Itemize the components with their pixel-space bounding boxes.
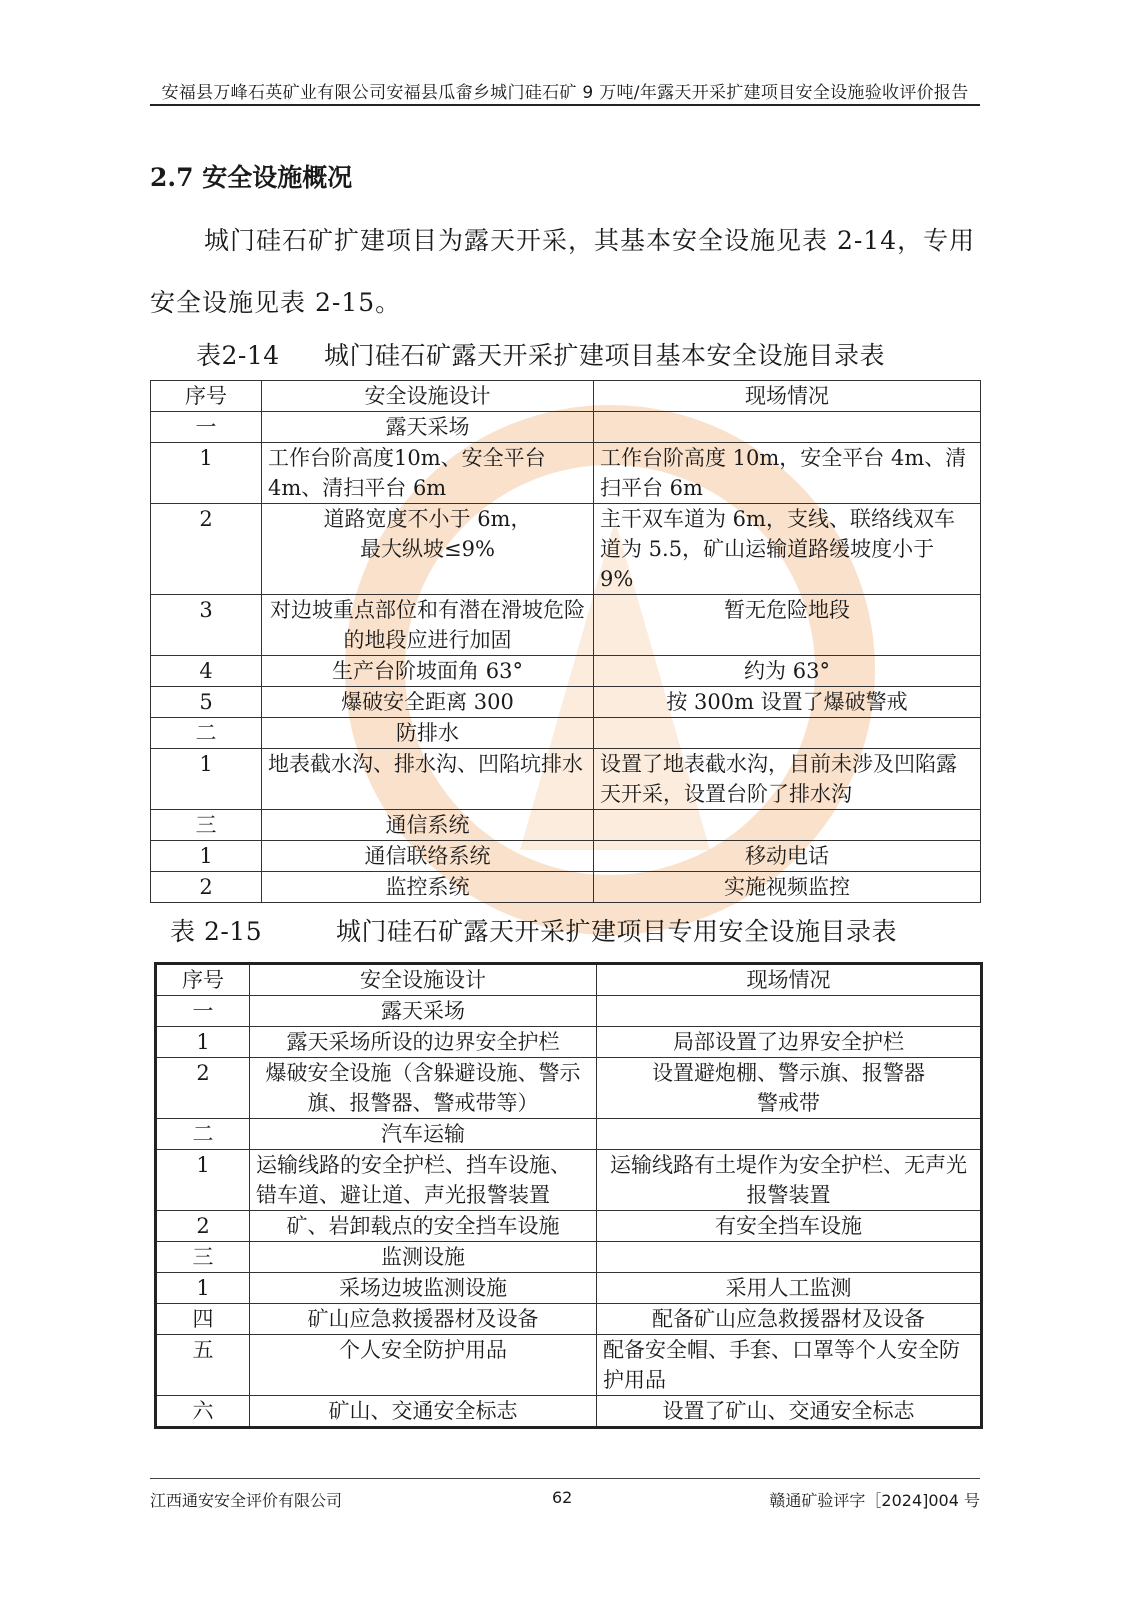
table-row [151,412,981,443]
table-row [156,996,982,1027]
row-number-cell: 三 [151,810,262,841]
column-header: 现场情况 [597,964,982,996]
design-cell: 通信系统 [262,810,594,841]
table-row [151,595,981,656]
site-condition-cell: 工作台阶高度 10m，安全平台 4m、清扫平台 6m [594,443,981,504]
table-row [156,1211,982,1242]
footer-document-number: 赣通矿验评字［2024]004 号 [769,1491,980,1510]
row-number-cell: 四 [156,1304,250,1335]
row-number-cell: 二 [151,718,262,749]
intro-paragraph: 城门硅石矿扩建项目为露天开采，其基本安全设施见表 2-14，专用安全设施见表 2-15。 [150,226,976,317]
table-row [156,1304,982,1335]
footer-company: 江西通安安全评价有限公司 [150,1491,343,1510]
column-header: 安全设施设计 [262,381,594,412]
site-condition-cell: 配备矿山应急救援器材及设备 [597,1304,982,1335]
row-number-cell: 六 [156,1396,250,1428]
design-cell: 矿山、交通安全标志 [250,1396,597,1428]
site-condition-cell: 运输线路有土堤作为安全护栏、无声光报警装置 [597,1150,982,1211]
site-condition-cell: 有安全挡车设施 [597,1211,982,1242]
table-2-14-title: 城门硅石矿露天开采扩建项目基本安全设施目录表 [324,341,886,370]
design-cell: 道路宽度不小于 6m， 最大纵坡≤9% [262,504,594,595]
design-cell: 汽车运输 [250,1119,597,1150]
row-number-cell: 1 [156,1273,250,1304]
design-cell: 矿山应急救援器材及设备 [250,1304,597,1335]
row-number-cell: 二 [156,1119,250,1150]
table-row [151,656,981,687]
site-condition-cell: 按 300m 设置了爆破警戒 [594,687,981,718]
row-number-cell: 一 [156,996,250,1027]
site-condition-cell: 设置避炮棚、警示旗、报警器 警戒带 [597,1058,982,1119]
site-condition-cell: 采用人工监测 [597,1273,982,1304]
table-row [156,1242,982,1273]
row-number-cell: 3 [151,595,262,656]
footer-divider [150,1478,980,1479]
table-row [151,749,981,810]
table-2-14-number: 表2-14 [196,341,280,370]
site-condition-cell [594,810,981,841]
row-number-cell: 1 [156,1027,250,1058]
table-row [151,687,981,718]
row-number-cell: 三 [156,1242,250,1273]
basic-safety-facilities-table [150,380,981,903]
page-number: 62 [552,1488,573,1507]
design-cell: 监测设施 [250,1242,597,1273]
row-number-cell: 2 [156,1211,250,1242]
row-number-cell: 1 [151,841,262,872]
table-header-row [151,381,981,412]
column-header: 安全设施设计 [250,964,597,996]
table-2-15-title: 城门硅石矿露天开采扩建项目专用安全设施目录表 [336,917,898,946]
design-cell: 生产台阶坡面角 63° [262,656,594,687]
design-cell: 工作台阶高度10m、安全平台4m、清扫平台 6m [262,443,594,504]
site-condition-cell: 移动电话 [594,841,981,872]
site-condition-cell: 约为 63° [594,656,981,687]
design-cell: 露天采场 [250,996,597,1027]
design-cell: 爆破安全设施（含躲避设施、警示旗、报警器、警戒带等） [250,1058,597,1119]
design-cell: 采场边坡监测设施 [250,1273,597,1304]
section-title: 2.7 安全设施概况 [150,163,353,192]
table-row [156,1058,982,1119]
design-cell: 通信联络系统 [262,841,594,872]
site-condition-cell: 暂无危险地段 [594,595,981,656]
table-row [151,841,981,872]
site-condition-cell: 主干双车道为 6m，支线、联络线双车道为 5.5，矿山运输道路缓坡度小于 9% [594,504,981,595]
table-2-14-caption [196,336,885,372]
site-condition-cell [597,1242,982,1273]
table-row [156,1273,982,1304]
row-number-cell: 2 [156,1058,250,1119]
table-header-row [156,964,982,996]
table-row [156,1119,982,1150]
site-condition-cell [594,412,981,443]
design-cell: 露天采场所设的边界安全护栏 [250,1027,597,1058]
site-condition-cell: 实施视频监控 [594,872,981,903]
row-number-cell: 1 [151,443,262,504]
row-number-cell: 2 [151,504,262,595]
site-condition-cell: 配备安全帽、手套、口罩等个人安全防护用品 [597,1335,982,1396]
row-number-cell: 一 [151,412,262,443]
design-cell: 爆破安全距离 300 [262,687,594,718]
running-header: 安福县万峰石英矿业有限公司安福县瓜畲乡城门硅石矿 9 万吨/年露天开采扩建项目安全设施验收评价报告 [161,83,969,103]
site-condition-cell [597,996,982,1027]
site-condition-cell [597,1119,982,1150]
row-number-cell: 五 [156,1335,250,1396]
table-row [156,1396,982,1428]
column-header: 现场情况 [594,381,981,412]
table-row [151,718,981,749]
design-cell: 个人安全防护用品 [250,1335,597,1396]
design-cell: 地表截水沟、排水沟、凹陷坑排水 [262,749,594,810]
row-number-cell: 1 [156,1150,250,1211]
special-safety-facilities-table [154,962,983,1429]
table-row [156,1027,982,1058]
row-number-cell: 5 [151,687,262,718]
column-header: 序号 [156,964,250,996]
design-cell: 矿、岩卸载点的安全挡车设施 [250,1211,597,1242]
design-cell: 监控系统 [262,872,594,903]
table-row [151,872,981,903]
design-cell: 对边坡重点部位和有潜在滑坡危险的地段应进行加固 [262,595,594,656]
site-condition-cell: 设置了地表截水沟，目前未涉及凹陷露天开采，设置台阶了排水沟 [594,749,981,810]
row-number-cell: 2 [151,872,262,903]
table-row [151,504,981,595]
design-cell: 防排水 [262,718,594,749]
table-row [151,443,981,504]
table-2-15-number: 表 2-15 [170,917,263,946]
table-row [156,1150,982,1211]
site-condition-cell [594,718,981,749]
table-row [156,1335,982,1396]
site-condition-cell: 设置了矿山、交通安全标志 [597,1396,982,1428]
design-cell: 运输线路的安全护栏、挡车设施、错车道、避让道、声光报警装置 [250,1150,597,1211]
site-condition-cell: 局部设置了边界安全护栏 [597,1027,982,1058]
row-number-cell: 4 [151,656,262,687]
header-divider [150,104,980,106]
table-row [151,810,981,841]
design-cell: 露天采场 [262,412,594,443]
row-number-cell: 1 [151,749,262,810]
column-header: 序号 [151,381,262,412]
table-2-15-caption [170,912,897,948]
